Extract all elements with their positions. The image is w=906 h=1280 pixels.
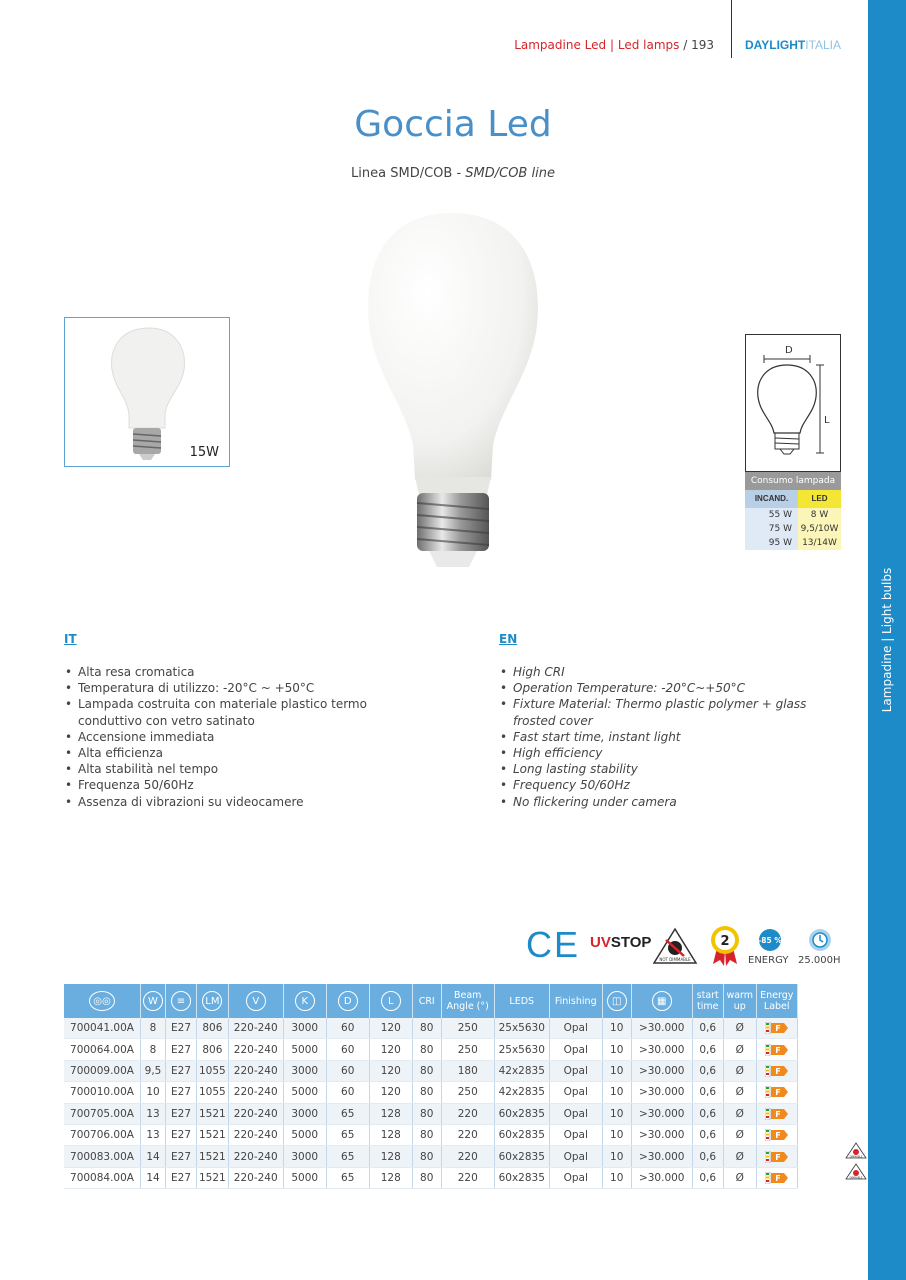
lifetime-cell: >30.000 (631, 1167, 692, 1188)
diameter-cell: 60 (326, 1039, 369, 1060)
voltage-cell: 220-240 (228, 1124, 283, 1145)
table-row (64, 1060, 797, 1081)
list-item: • Operation Temperature: -20°C~+50°C (499, 680, 844, 696)
energy-label-cell (756, 1082, 797, 1103)
beam-angle-header: Beam Angle (°) (441, 984, 494, 1018)
product-code-cell: 700041.00A (64, 1018, 141, 1039)
list-item: • Fast start time, instant light (499, 729, 844, 745)
page-separator: / (683, 38, 688, 52)
finishing-cell: Opal (549, 1082, 602, 1103)
wattage-cell: 8 (141, 1018, 166, 1039)
energy-label-cell (756, 1167, 797, 1188)
lifetime-cell: >30.000 (631, 1124, 692, 1145)
finishing-cell: Opal (549, 1018, 602, 1039)
lifetime-cell: >30.000 (631, 1039, 692, 1060)
finishing-cell: Opal (549, 1103, 602, 1124)
svg-text:F: F (775, 1131, 781, 1141)
base-cell: E27 (166, 1146, 197, 1167)
length-cell: 120 (369, 1018, 412, 1039)
lumen-cell: 1055 (197, 1060, 229, 1081)
beam-angle-cell: 220 (441, 1167, 494, 1188)
wattage-cell: 10 (141, 1082, 166, 1103)
category-separator: | (609, 38, 615, 52)
pack-qty-cell: 10 (602, 1082, 631, 1103)
list-item: • Alta stabilità nel tempo (64, 761, 394, 777)
lumen-icon: LM (197, 984, 229, 1018)
consumption-row: 75 W 9,5/10W (745, 522, 841, 536)
list-item: • Frequenza 50/60Hz (64, 777, 394, 793)
list-item: • Alta efficienza (64, 745, 394, 761)
product-code-cell: 700009.00A (64, 1060, 141, 1081)
cri-cell: 80 (412, 1146, 441, 1167)
svg-text:F: F (775, 1088, 781, 1098)
svg-text:F: F (775, 1109, 781, 1119)
finishing-cell: Opal (549, 1124, 602, 1145)
cri-cell: 80 (412, 1103, 441, 1124)
diameter-cell: 65 (326, 1103, 369, 1124)
leds-cell: 25x5630 (494, 1018, 549, 1039)
energy-class-icon (765, 1108, 789, 1120)
energy-saving-icon (758, 928, 782, 952)
kelvin-cell: 3000 (283, 1146, 326, 1167)
energy-class-icon (765, 1172, 789, 1184)
length-cell: 128 (369, 1103, 412, 1124)
base-icon: ≡ (166, 984, 197, 1018)
energy-label-cell (756, 1146, 797, 1167)
list-item: • Lampada costruita con materiale plastico termo conduttivo con vetro satinato (64, 696, 394, 728)
en-heading: EN (499, 632, 518, 646)
lumen-cell: 1521 (197, 1124, 229, 1145)
cri-cell: 80 (412, 1039, 441, 1060)
list-item: • Fixture Material: Thermo plastic polymer + glass frosted cover (499, 696, 844, 728)
kelvin-cell: 3000 (283, 1103, 326, 1124)
lumen-cell: 806 (197, 1018, 229, 1039)
product-code-cell: 700705.00A (64, 1103, 141, 1124)
base-cell: E27 (166, 1060, 197, 1081)
svg-text:F: F (775, 1173, 781, 1183)
lifetime-hours-label: 25.000H (798, 955, 841, 966)
voltage-cell: 220-240 (228, 1082, 283, 1103)
energy-label: ENERGY (748, 955, 789, 966)
voltage-cell: 220-240 (228, 1167, 283, 1188)
voltage-cell: 220-240 (228, 1060, 283, 1081)
warm-up-cell: Ø (723, 1103, 756, 1124)
kelvin-cell: 3000 (283, 1060, 326, 1081)
warm-up-cell: Ø (723, 1082, 756, 1103)
cri-cell: 80 (412, 1167, 441, 1188)
leds-cell: 42x2835 (494, 1060, 549, 1081)
kelvin-cell: 3000 (283, 1018, 326, 1039)
table-row (64, 1018, 797, 1039)
product-code-cell: 700010.00A (64, 1082, 141, 1103)
product-code-cell: 700064.00A (64, 1039, 141, 1060)
pack-qty-cell: 10 (602, 1018, 631, 1039)
table-row (64, 1124, 797, 1145)
consumption-col-incand: INCAND. (745, 490, 798, 508)
pack-qty-cell: 10 (602, 1167, 631, 1188)
energy-label-cell (756, 1124, 797, 1145)
leds-cell: 60x2835 (494, 1146, 549, 1167)
length-cell: 128 (369, 1167, 412, 1188)
watt-icon: W (141, 984, 166, 1018)
voltage-cell: 220-240 (228, 1018, 283, 1039)
lumen-cell: 1055 (197, 1082, 229, 1103)
warm-up-cell: Ø (723, 1124, 756, 1145)
thumbnail-wattage: 15W (189, 445, 219, 460)
base-cell: E27 (166, 1082, 197, 1103)
start-time-cell: 0,6 (692, 1167, 723, 1188)
table-row (64, 1167, 797, 1188)
svg-text:F: F (775, 1152, 781, 1162)
product-table (64, 984, 798, 1189)
warm-up-header: warm up (723, 984, 756, 1018)
voltage-icon: V (228, 984, 283, 1018)
product-title: Goccia Led (354, 104, 552, 145)
product-subtitle: Linea SMD/COB - SMD/COB line (351, 166, 555, 181)
diameter-cell: 65 (326, 1124, 369, 1145)
energy-class-icon (765, 1044, 789, 1056)
list-item: • Assenza di vibrazioni su videocamere (64, 794, 394, 810)
diameter-cell: 60 (326, 1060, 369, 1081)
energy-class-icon (765, 1086, 789, 1098)
cri-cell: 80 (412, 1018, 441, 1039)
svg-text:DIMMABLE: DIMMABLE (849, 1155, 863, 1159)
length-cell: 120 (369, 1039, 412, 1060)
leds-cell: 25x5630 (494, 1039, 549, 1060)
diameter-cell: 65 (326, 1167, 369, 1188)
svg-text:2: 2 (720, 934, 730, 949)
brand-logo: DAYLIGHTITALIA (745, 38, 842, 52)
energy-label-cell (756, 1103, 797, 1124)
product-code-cell: 700083.00A (64, 1146, 141, 1167)
energy-class-icon (765, 1022, 789, 1034)
svg-text:F: F (775, 1045, 781, 1055)
list-item: • Frequency 50/60Hz (499, 777, 844, 793)
kelvin-cell: 5000 (283, 1167, 326, 1188)
warm-up-cell: Ø (723, 1060, 756, 1081)
finishing-cell: Opal (549, 1039, 602, 1060)
leds-cell: 60x2835 (494, 1124, 549, 1145)
kelvin-cell: 5000 (283, 1039, 326, 1060)
beam-angle-cell: 250 (441, 1039, 494, 1060)
svg-text:NOT DIMMABLE: NOT DIMMABLE (659, 957, 691, 962)
lifetime-cell: >30.000 (631, 1018, 692, 1039)
warranty-icon (707, 924, 743, 966)
wattage-cell: 13 (141, 1103, 166, 1124)
it-feature-list (64, 664, 394, 810)
svg-text:F: F (775, 1066, 781, 1076)
en-feature-list (499, 664, 844, 810)
consumption-title: Consumo lampada (745, 472, 841, 490)
kelvin-icon: K (283, 984, 326, 1018)
wattage-cell: 9,5 (141, 1060, 166, 1081)
not-dimmable-icon (652, 926, 698, 966)
finishing-cell: Opal (549, 1060, 602, 1081)
leds-header: LEDS (494, 984, 549, 1018)
base-cell: E27 (166, 1039, 197, 1060)
main-bulb-image (355, 205, 550, 575)
leds-cell: 60x2835 (494, 1167, 549, 1188)
warm-up-cell: Ø (723, 1039, 756, 1060)
list-item: • Alta resa cromatica (64, 664, 394, 680)
pack-qty-cell: 10 (602, 1146, 631, 1167)
cri-header: CRI (412, 984, 441, 1018)
start-time-cell: 0,6 (692, 1124, 723, 1145)
energy-class-icon (765, 1065, 789, 1077)
list-item: • Temperatura di utilizzo: -20°C ~ +50°C (64, 680, 394, 696)
voltage-cell: 220-240 (228, 1103, 283, 1124)
product-code-cell: 700706.00A (64, 1124, 141, 1145)
base-cell: E27 (166, 1103, 197, 1124)
lumen-cell: 1521 (197, 1103, 229, 1124)
side-tab-label: Lampadine | Light bulbs (880, 567, 894, 713)
wattage-cell: 14 (141, 1167, 166, 1188)
dim-d-label: D (785, 345, 793, 356)
page-header (514, 38, 714, 52)
beam-angle-cell: 250 (441, 1082, 494, 1103)
wattage-cell: 14 (141, 1146, 166, 1167)
length-cell: 128 (369, 1146, 412, 1167)
uv-stop-icon: UVSTOP (590, 934, 652, 951)
pack-qty-cell: 10 (602, 1060, 631, 1081)
cri-cell: 80 (412, 1060, 441, 1081)
start-time-cell: 0,6 (692, 1103, 723, 1124)
voltage-cell: 220-240 (228, 1039, 283, 1060)
list-item: • High CRI (499, 664, 844, 680)
diameter-cell: 65 (326, 1146, 369, 1167)
svg-text:-85 %: -85 % (758, 936, 782, 945)
lifetime-cell: >30.000 (631, 1060, 692, 1081)
lifetime-cell: >30.000 (631, 1146, 692, 1167)
energy-label-cell (756, 1060, 797, 1081)
warm-up-cell: Ø (723, 1167, 756, 1188)
energy-label-header: Energy Label (756, 984, 797, 1018)
category-it: Lampadine Led (514, 38, 607, 52)
dimension-diagram (745, 334, 841, 472)
lumen-cell: 1521 (197, 1167, 229, 1188)
cri-cell: 80 (412, 1124, 441, 1145)
diameter-icon: D (326, 984, 369, 1018)
lumen-cell: 806 (197, 1039, 229, 1060)
list-item: • No flickering under camera (499, 794, 844, 810)
dimmable-icon (845, 1163, 867, 1181)
energy-label-cell (756, 1018, 797, 1039)
consumption-table (745, 472, 841, 564)
cri-cell: 80 (412, 1082, 441, 1103)
energy-class-icon (765, 1129, 789, 1141)
life-icon: ▦ (631, 984, 692, 1018)
lifetime-cell: >30.000 (631, 1082, 692, 1103)
consumption-row: 55 W 8 W (745, 508, 841, 522)
code-icon: ◎◎ (64, 984, 141, 1018)
start-time-header: start time (692, 984, 723, 1018)
diameter-cell: 60 (326, 1018, 369, 1039)
table-row (64, 1082, 797, 1103)
table-row (64, 1146, 797, 1167)
ce-mark-icon: CE (526, 924, 581, 965)
start-time-cell: 0,6 (692, 1018, 723, 1039)
pack-icon: ◫ (602, 984, 631, 1018)
side-tab[interactable] (868, 0, 906, 1280)
leds-cell: 42x2835 (494, 1082, 549, 1103)
base-cell: E27 (166, 1018, 197, 1039)
length-cell: 128 (369, 1124, 412, 1145)
thumbnail-image[interactable] (64, 317, 230, 467)
lifetime-clock-icon (808, 928, 832, 952)
consumption-row: 95 W 13/14W (745, 536, 841, 550)
table-row (64, 1103, 797, 1124)
svg-text:DIMMABLE: DIMMABLE (849, 1176, 863, 1180)
energy-label-cell (756, 1039, 797, 1060)
voltage-cell: 220-240 (228, 1146, 283, 1167)
table-row (64, 1039, 797, 1060)
warm-up-cell: Ø (723, 1018, 756, 1039)
start-time-cell: 0,6 (692, 1146, 723, 1167)
start-time-cell: 0,6 (692, 1082, 723, 1103)
pack-qty-cell: 10 (602, 1124, 631, 1145)
beam-angle-cell: 250 (441, 1018, 494, 1039)
pack-qty-cell: 10 (602, 1039, 631, 1060)
finishing-cell: Opal (549, 1167, 602, 1188)
product-code-cell: 700084.00A (64, 1167, 141, 1188)
wattage-cell: 13 (141, 1124, 166, 1145)
dimmable-icon (845, 1142, 867, 1160)
diameter-cell: 60 (326, 1082, 369, 1103)
kelvin-cell: 5000 (283, 1124, 326, 1145)
beam-angle-cell: 220 (441, 1124, 494, 1145)
finishing-header: Finishing (549, 984, 602, 1018)
page-number: 193 (691, 38, 714, 52)
it-heading: IT (64, 632, 77, 646)
base-cell: E27 (166, 1124, 197, 1145)
energy-class-icon (765, 1151, 789, 1163)
header-divider (731, 0, 732, 58)
start-time-cell: 0,6 (692, 1039, 723, 1060)
wattage-cell: 8 (141, 1039, 166, 1060)
start-time-cell: 0,6 (692, 1060, 723, 1081)
consumption-col-led: LED (798, 490, 841, 508)
base-cell: E27 (166, 1167, 197, 1188)
lifetime-cell: >30.000 (631, 1103, 692, 1124)
svg-text:F: F (775, 1024, 781, 1034)
length-icon: L (369, 984, 412, 1018)
list-item: • Accensione immediata (64, 729, 394, 745)
beam-angle-cell: 220 (441, 1146, 494, 1167)
warm-up-cell: Ø (723, 1146, 756, 1167)
category-en: Led lamps (617, 38, 680, 52)
finishing-cell: Opal (549, 1146, 602, 1167)
thumbnail-bulb (65, 318, 229, 466)
length-cell: 120 (369, 1082, 412, 1103)
leds-cell: 60x2835 (494, 1103, 549, 1124)
lumen-cell: 1521 (197, 1146, 229, 1167)
list-item: • High efficiency (499, 745, 844, 761)
table-header-row (64, 984, 797, 1018)
beam-angle-cell: 180 (441, 1060, 494, 1081)
beam-angle-cell: 220 (441, 1103, 494, 1124)
dim-l-label: L (824, 415, 830, 426)
kelvin-cell: 5000 (283, 1082, 326, 1103)
pack-qty-cell: 10 (602, 1103, 631, 1124)
list-item: • Long lasting stability (499, 761, 844, 777)
length-cell: 120 (369, 1060, 412, 1081)
